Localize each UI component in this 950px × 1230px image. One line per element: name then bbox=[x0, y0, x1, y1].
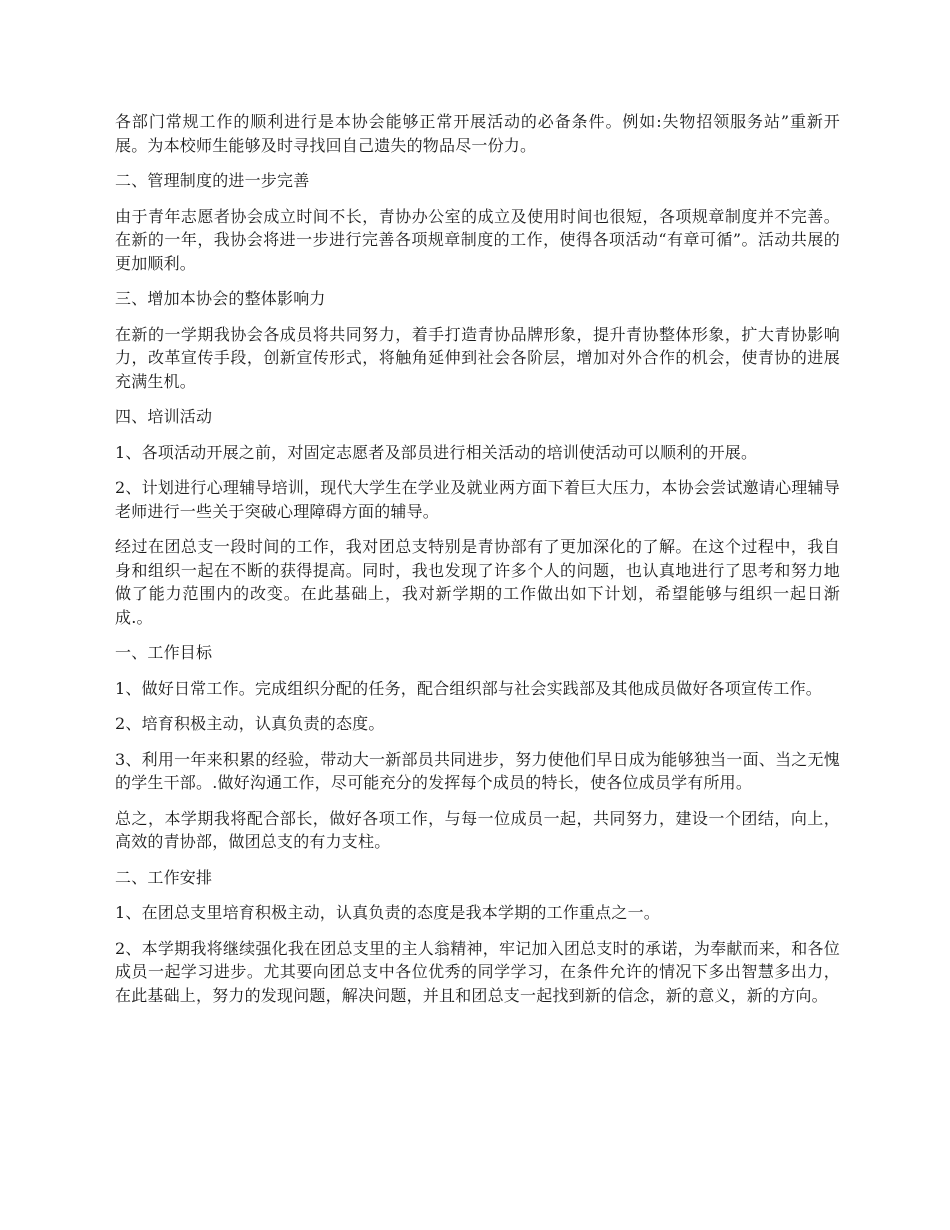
heading-work-arrangement: 二、工作安排 bbox=[115, 867, 213, 887]
paragraph-summary: 总之，本学期我将配合部长，做好各项工作，与每一位成员一起，共同努力，建设一个团结，向上，高效的青协部，做团总支的有力支柱。 bbox=[115, 808, 840, 851]
paragraph-service-station: 各部门常规工作的顺利进行是本协会能够正常开展活动的必备条件。例如:失物招领服务站”重新开展。为本校师生能够及时寻找回自己遗失的物品尽一份力。 bbox=[115, 112, 840, 155]
heading-training: 四、培训活动 bbox=[115, 407, 213, 426]
paragraph-reflection: 经过在团总支一段时间的工作，我对团总支特别是青协部有了更加深化的了解。在这个过程中，我自身和组织一起在不断的获得提高。同时，我也发现了许多个人的问题，也认真地进行了思考和努力地做了能力范围内的改变。在此基础上，我对新学期的工作做出如下计划，希望能够与组织一起日渐成.。 bbox=[115, 537, 840, 627]
heading-influence: 三、增加本协会的整体影响力 bbox=[115, 289, 326, 308]
paragraph-arrangement-2: 2、本学期我将继续强化我在团总支里的主人翁精神，牢记加入团总支时的承诺，为奉献而来，和各位成员一起学习进步。尤其要向团总支中各位优秀的同学学习，在条件允许的情况下多出智慧多出力，在此基础上，努力的发现问题，解决问题，并且和团总支一起找到新的信念，新的意义，新的方向。 bbox=[115, 938, 840, 1005]
paragraph-goal-3: 3、利用一年来积累的经验，带动大一新部员共同进步，努力使他们早日成为能够独当一面、当之无愧的学生干部。.做好沟通工作，尽可能充分的发挥每个成员的特长，使各位成员学有所用。 bbox=[115, 749, 840, 792]
paragraph-training-2: 2、计划进行心理辅导培训，现代大学生在学业及就业两方面下着巨大压力，本协会尝试邀请心理辅导老师进行一些关于突破心理障碍方面的辅导。 bbox=[115, 478, 840, 521]
heading-management-system: 二、管理制度的进一步完善 bbox=[115, 171, 310, 190]
paragraph-brand-image: 在新的一学期我协会各成员将共同努力，着手打造青协品牌形象，提升青协整体形象，扩大青协影响力，改革宣传手段，创新宣传形式，将触角延伸到社会各阶层，增加对外合作的机会，使青协的进展充满生机。 bbox=[115, 324, 840, 391]
document-page bbox=[115, 110, 840, 1019]
paragraph-arrangement-1: 1、在团总支里培育积极主动，认真负责的态度是我本学期的工作重点之一。 bbox=[115, 903, 660, 922]
paragraph-goal-1: 1、做好日常工作。完成组织分配的任务，配合组织部与社会实践部及其他成员做好各项宣传工作。 bbox=[115, 678, 822, 698]
heading-work-goals: 一、工作目标 bbox=[115, 643, 213, 662]
paragraph-regulations: 由于青年志愿者协会成立时间不长，青协办公室的成立及使用时间也很短，各项规章制度并不完善。在新的一年，我协会将进一步进行完善各项规章制度的工作，使得各项活动“有章可循”。活动共展的更加顺利。 bbox=[115, 206, 840, 273]
paragraph-goal-2: 2、培育积极主动，认真负责的态度。 bbox=[115, 714, 385, 733]
paragraph-training-1: 1、各项活动开展之前，对固定志愿者及部员进行相关活动的培训使活动可以顺利的开展。 bbox=[115, 442, 758, 462]
